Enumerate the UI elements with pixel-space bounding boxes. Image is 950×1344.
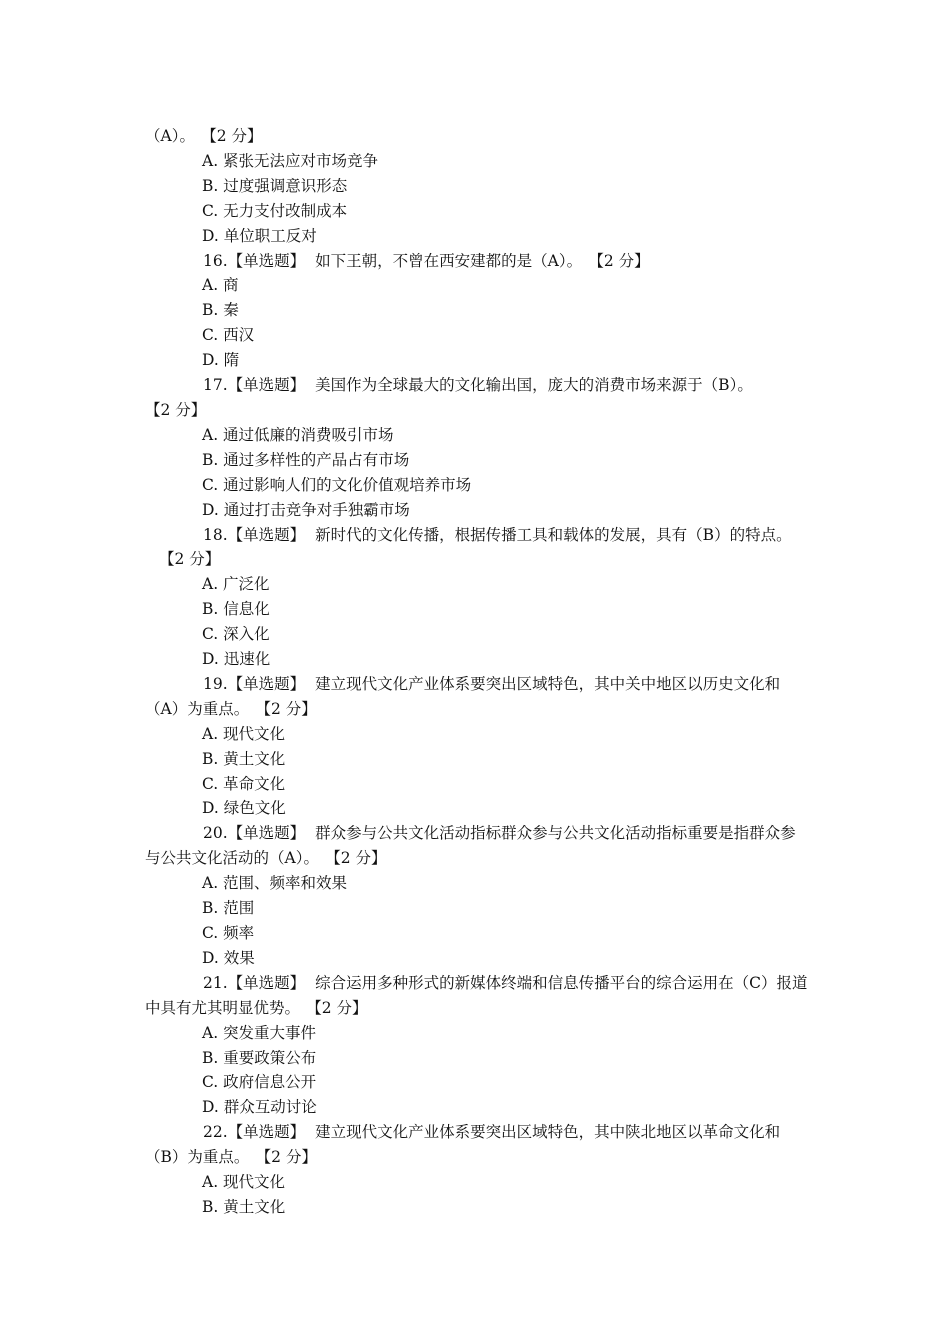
question-stem: 美国作为全球最大的文化输出国，庞大的消费市场来源于（B）。 (315, 376, 753, 395)
option-c: C. 深入化 (202, 625, 270, 644)
option-a: A. 范围、频率和效果 (202, 874, 348, 893)
option-a: A. 紧张无法应对市场竞争 (202, 151, 379, 170)
question-number: 20. (203, 824, 228, 843)
document-page (145, 124, 810, 1220)
question-20 (145, 821, 810, 871)
option-b: B. 秦 (202, 301, 239, 320)
question-21 (145, 971, 810, 1021)
option-c: C. 通过影响人们的文化价值观培养市场 (202, 475, 472, 494)
question-points: 【2 分】 (208, 127, 263, 145)
question-points: 【2 分】 (145, 400, 207, 419)
option-d: D. 效果 (202, 948, 255, 967)
question-18 (145, 523, 810, 573)
question-points: 【2 分】 (263, 699, 317, 718)
option-c: C. 政府信息公开 (202, 1073, 317, 1092)
option-b: B. 通过多样性的产品占有市场 (202, 450, 410, 469)
option-c: C. 无力支付改制成本 (202, 201, 348, 220)
question-16 (145, 249, 810, 274)
option-a: A. 广泛化 (202, 575, 270, 594)
question-number: 21. (203, 973, 228, 992)
option-a: A. 通过低廉的消费吸引市场 (202, 425, 394, 444)
option-b: B. 信息化 (202, 600, 270, 619)
question-19 (145, 672, 810, 722)
question-points: 【2 分】 (596, 251, 650, 270)
option-b: B. 黄土文化 (202, 1197, 286, 1216)
option-d: D. 迅速化 (202, 650, 271, 669)
option-a: A. 商 (202, 276, 239, 295)
option-d: D. 群众互动讨论 (202, 1098, 317, 1117)
option-a: A. 现代文化 (202, 724, 286, 743)
question-stem: 新时代的文化传播，根据传播工具和载体的发展，具有（B）的特点。 (315, 525, 792, 544)
question-points: 【2 分】 (263, 1148, 317, 1167)
question-number: 18. (203, 525, 228, 544)
question-stem: 综合运用多种形式的新媒体终端和信息传播平台的综合运用在（C）报道中具有尤其明显优势。 (145, 973, 808, 1017)
question-type: 【单选题】 (227, 376, 306, 395)
question-stem: 建立现代文化产业体系要突出区域特色，其中关中地区以历史文化和（A）为重点。 (145, 674, 781, 718)
option-b: B. 范围 (202, 899, 255, 918)
question-points: 【2 分】 (159, 550, 221, 569)
continued-question-tail (145, 124, 810, 149)
option-c: C. 西汉 (202, 326, 255, 345)
question-type: 【单选题】 (227, 1123, 306, 1142)
question-type: 【单选题】 (227, 251, 306, 270)
option-d: D. 隋 (202, 351, 240, 370)
question-type: 【单选题】 (227, 973, 306, 992)
question-17-points-line (145, 398, 810, 423)
option-c: C. 频率 (202, 924, 255, 942)
question-stem: 建立现代文化产业体系要突出区域特色，其中陕北地区以革命文化和（B）为重点。 (145, 1123, 781, 1167)
question-number: 17. (203, 376, 228, 395)
question-points: 【2 分】 (332, 849, 387, 868)
question-22 (145, 1120, 810, 1170)
option-b: B. 黄土文化 (202, 749, 286, 768)
question-stem: 如下王朝，不曾在西安建都的是（A）。 (315, 251, 583, 270)
option-b: B. 过度强调意识形态 (202, 176, 348, 195)
option-b: B. 重要政策公布 (202, 1048, 317, 1067)
option-d: D. 绿色文化 (202, 799, 286, 818)
question-number: 16. (203, 251, 228, 270)
question-points: 【2 分】 (314, 998, 368, 1017)
question-stem: 群众参与公共文化活动指标群众参与公共文化活动指标重要是指群众参与公共文化活动的（A）。 (145, 824, 796, 868)
option-a: A. 突发重大事件 (202, 1023, 317, 1042)
question-number: 19. (203, 674, 228, 693)
question-number: 22. (203, 1123, 228, 1142)
option-d: D. 单位职工反对 (202, 226, 317, 245)
question-type: 【单选题】 (227, 824, 306, 843)
question-17 (145, 373, 810, 398)
option-d: D. 通过打击竞争对手独霸市场 (202, 500, 410, 519)
option-c: C. 革命文化 (202, 774, 286, 793)
option-a: A. 现代文化 (202, 1173, 286, 1192)
question-type: 【单选题】 (227, 525, 306, 544)
question-stem-tail: （A）。 (145, 127, 195, 145)
question-type: 【单选题】 (227, 674, 306, 693)
